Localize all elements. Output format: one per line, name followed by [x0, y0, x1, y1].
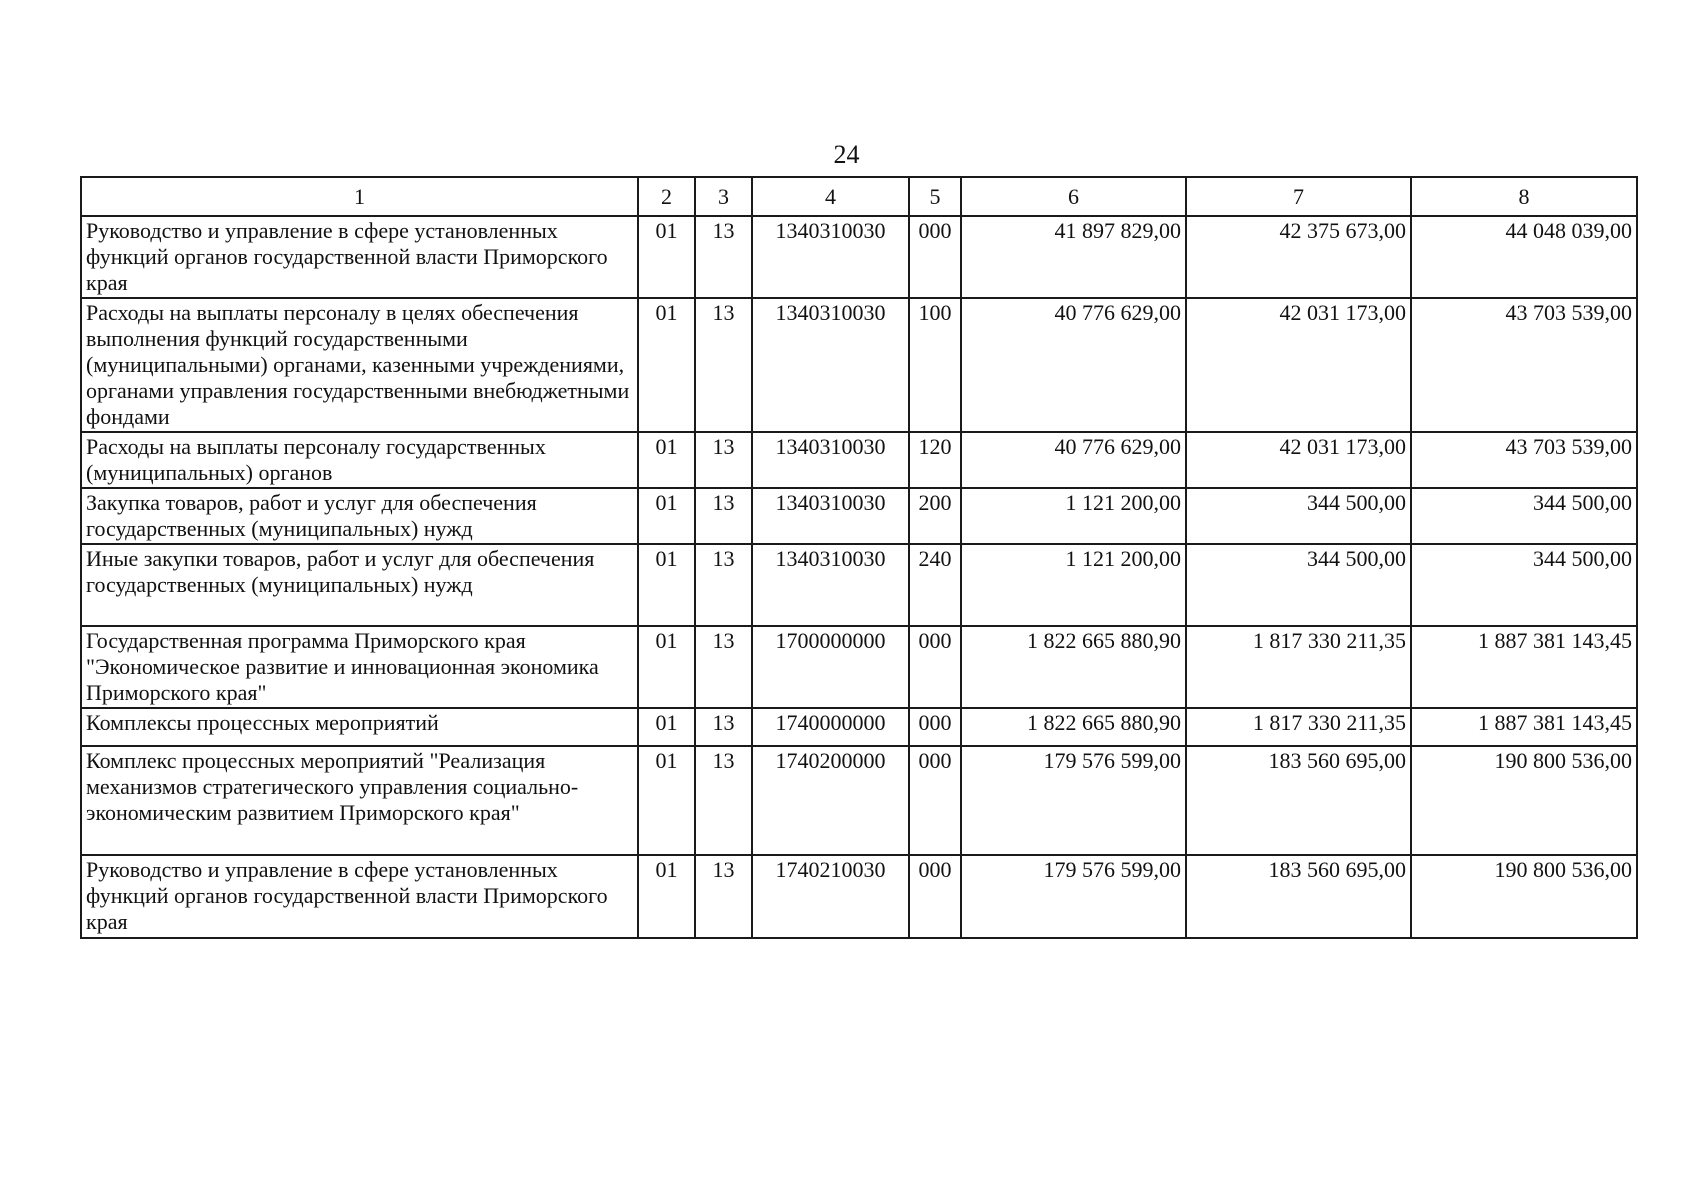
section-code: 01	[638, 544, 695, 626]
section-code: 01	[638, 746, 695, 855]
amount-col-6: 1 822 665 880,90	[961, 708, 1186, 746]
target-article-code: 1340310030	[752, 432, 909, 488]
amount-col-8: 190 800 536,00	[1411, 746, 1637, 855]
table-row	[81, 708, 1637, 746]
column-header-2: 2	[638, 177, 695, 216]
expense-type-code: 200	[909, 488, 961, 544]
amount-col-7: 1 817 330 211,35	[1186, 626, 1411, 708]
table-row	[81, 488, 1637, 544]
row-name: Комплексы процессных мероприятий	[81, 708, 638, 746]
subsection-code: 13	[695, 298, 752, 432]
amount-col-8: 44 048 039,00	[1411, 216, 1637, 298]
section-code: 01	[638, 216, 695, 298]
target-article-code: 1740200000	[752, 746, 909, 855]
amount-col-6: 40 776 629,00	[961, 432, 1186, 488]
amount-col-6: 1 822 665 880,90	[961, 626, 1186, 708]
amount-col-8: 344 500,00	[1411, 488, 1637, 544]
expense-type-code: 100	[909, 298, 961, 432]
amount-col-6: 1 121 200,00	[961, 544, 1186, 626]
row-name: Государственная программа Приморского края "Экономическое развитие и инновационная экономика Приморского края"	[81, 626, 638, 708]
table-row	[81, 746, 1637, 855]
section-code: 01	[638, 708, 695, 746]
table-row	[81, 855, 1637, 938]
amount-col-7: 183 560 695,00	[1186, 855, 1411, 938]
table-row	[81, 298, 1637, 432]
budget-table	[80, 176, 1638, 939]
section-code: 01	[638, 626, 695, 708]
subsection-code: 13	[695, 708, 752, 746]
row-name: Расходы на выплаты персоналу в целях обеспечения выполнения функций государственными (муниципальными) органами, казенными учреждениями, органами управления государственными внебюджетными фондами	[81, 298, 638, 432]
column-header-6: 6	[961, 177, 1186, 216]
amount-col-6: 1 121 200,00	[961, 488, 1186, 544]
column-header-5: 5	[909, 177, 961, 216]
expense-type-code: 000	[909, 626, 961, 708]
amount-col-7: 1 817 330 211,35	[1186, 708, 1411, 746]
amount-col-6: 179 576 599,00	[961, 855, 1186, 938]
column-header-1: 1	[81, 177, 638, 216]
amount-col-6: 41 897 829,00	[961, 216, 1186, 298]
amount-col-7: 42 375 673,00	[1186, 216, 1411, 298]
amount-col-7: 183 560 695,00	[1186, 746, 1411, 855]
column-header-4: 4	[752, 177, 909, 216]
amount-col-8: 43 703 539,00	[1411, 298, 1637, 432]
expense-type-code: 120	[909, 432, 961, 488]
row-name: Руководство и управление в сфере установленных функций органов государственной власти Приморского края	[81, 855, 638, 938]
amount-col-8: 190 800 536,00	[1411, 855, 1637, 938]
subsection-code: 13	[695, 216, 752, 298]
target-article-code: 1700000000	[752, 626, 909, 708]
page-number: 24	[833, 140, 860, 169]
target-article-code: 1340310030	[752, 298, 909, 432]
amount-col-6: 40 776 629,00	[961, 298, 1186, 432]
row-name: Иные закупки товаров, работ и услуг для обеспечения государственных (муниципальных) нужд	[81, 544, 638, 626]
amount-col-8: 1 887 381 143,45	[1411, 626, 1637, 708]
target-article-code: 1340310030	[752, 544, 909, 626]
table-row	[81, 544, 1637, 626]
subsection-code: 13	[695, 544, 752, 626]
section-code: 01	[638, 432, 695, 488]
column-header-8: 8	[1411, 177, 1637, 216]
amount-col-8: 344 500,00	[1411, 544, 1637, 626]
header-row	[81, 177, 1637, 216]
amount-col-8: 1 887 381 143,45	[1411, 708, 1637, 746]
subsection-code: 13	[695, 626, 752, 708]
target-article-code: 1340310030	[752, 488, 909, 544]
table-row	[81, 432, 1637, 488]
column-header-3: 3	[695, 177, 752, 216]
amount-col-7: 344 500,00	[1186, 544, 1411, 626]
subsection-code: 13	[695, 855, 752, 938]
section-code: 01	[638, 488, 695, 544]
expense-type-code: 240	[909, 544, 961, 626]
target-article-code: 1740210030	[752, 855, 909, 938]
expense-type-code: 000	[909, 746, 961, 855]
column-header-7: 7	[1186, 177, 1411, 216]
section-code: 01	[638, 298, 695, 432]
amount-col-8: 43 703 539,00	[1411, 432, 1637, 488]
expense-type-code: 000	[909, 708, 961, 746]
amount-col-7: 42 031 173,00	[1186, 432, 1411, 488]
table-row	[81, 626, 1637, 708]
table-row	[81, 216, 1637, 298]
amount-col-7: 344 500,00	[1186, 488, 1411, 544]
row-name: Руководство и управление в сфере установленных функций органов государственной власти Приморского края	[81, 216, 638, 298]
subsection-code: 13	[695, 488, 752, 544]
amount-col-6: 179 576 599,00	[961, 746, 1186, 855]
target-article-code: 1340310030	[752, 216, 909, 298]
target-article-code: 1740000000	[752, 708, 909, 746]
row-name: Расходы на выплаты персоналу государственных (муниципальных) органов	[81, 432, 638, 488]
row-name: Комплекс процессных мероприятий "Реализация механизмов стратегического управления социально-экономическим развитием Приморского края"	[81, 746, 638, 855]
row-name: Закупка товаров, работ и услуг для обеспечения государственных (муниципальных) нужд	[81, 488, 638, 544]
subsection-code: 13	[695, 746, 752, 855]
expense-type-code: 000	[909, 216, 961, 298]
section-code: 01	[638, 855, 695, 938]
subsection-code: 13	[695, 432, 752, 488]
expense-type-code: 000	[909, 855, 961, 938]
amount-col-7: 42 031 173,00	[1186, 298, 1411, 432]
